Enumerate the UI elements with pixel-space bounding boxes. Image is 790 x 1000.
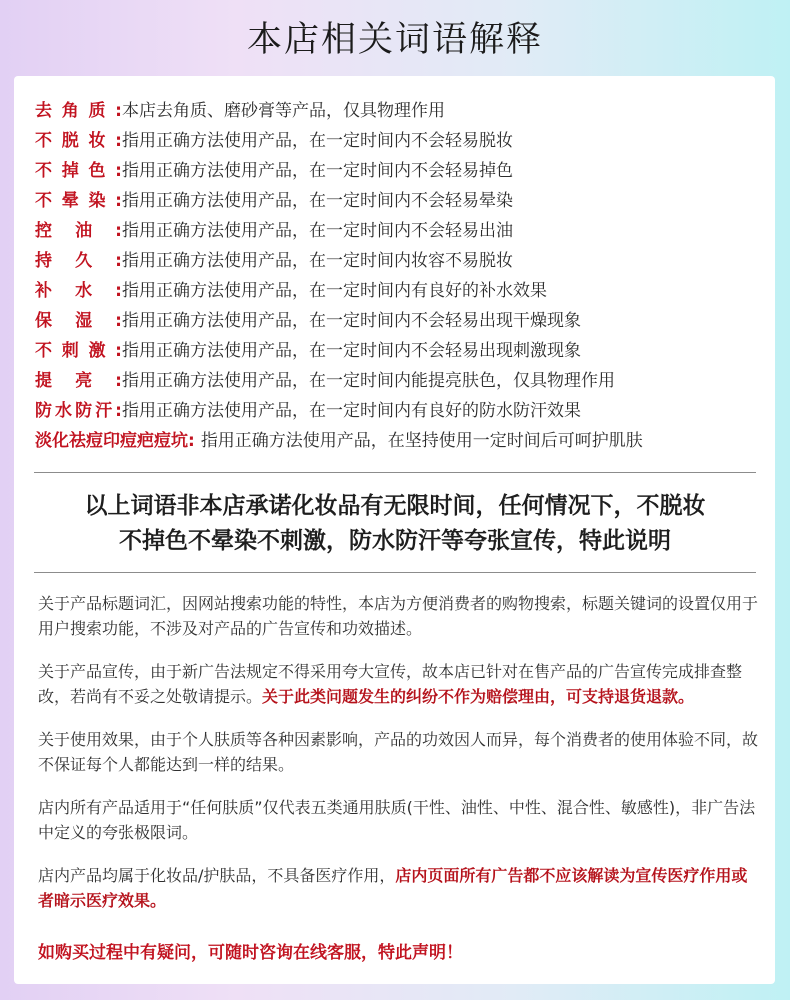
notes-section [38, 591, 762, 913]
term-name: 提亮: [35, 371, 122, 391]
term-definition: 指用正确方法使用产品，在一定时间内不会轻易出现刺激现象 [122, 341, 581, 361]
term-definition: 指用正确方法使用产品，在一定时间内不会轻易掉色 [122, 161, 513, 181]
term-definition: 指用正确方法使用产品，在一定时间内不会轻易脱妆 [122, 131, 513, 151]
term-name: 不晕染: [35, 191, 122, 211]
final-statement: 如购买过程中有疑问，可随时咨询在线客服，特此声明！ [38, 943, 463, 963]
term-row [35, 426, 770, 456]
note-text: 关于产品宣传，由于新广告法规定不得采用夸大宣传，故本店已针对在售产品的广告宣传完成排查整改，若尚有不妥之处敬请提示。 [38, 662, 743, 706]
term-name: 持久: [35, 251, 122, 271]
term-definition: 本店去角质、磨砂膏等产品，仅具物理作用 [122, 101, 445, 121]
term-name: 补水: [35, 281, 122, 301]
term-name: 控油: [35, 221, 122, 241]
term-definition: 指用正确方法使用产品，在一定时间内有良好的防水防汗效果 [122, 401, 581, 421]
term-name: 淡化祛痘印痘疤痘坑: [35, 431, 195, 451]
note-paragraph: 关于产品标题词汇，因网站搜索功能的特性，本店为方便消费者的购物搜索，标题关键词的设置仅用于用户搜索功能，不涉及对产品的广告宣传和功效描述。 [38, 594, 759, 638]
note-highlight: 关于此类问题发生的纠纷不作为赔偿理由，可支持退货退款。 [262, 687, 695, 706]
term-definition: 指用正确方法使用产品，在一定时间内妆容不易脱妆 [122, 251, 513, 271]
disclaimer-notice [34, 489, 756, 559]
term-row [35, 246, 770, 276]
term-row [35, 126, 770, 156]
terms-list [35, 96, 770, 456]
term-row [35, 276, 770, 306]
term-row [35, 396, 770, 426]
term-definition: 指用正确方法使用产品，在一定时间内有良好的补水效果 [122, 281, 547, 301]
note-highlight: 店内页面所有广告都不应该解读为宣传医疗作用或者暗示医疗效果。 [38, 866, 748, 910]
note-text: 店内产品均属于化妆品/护肤品，不具备医疗作用， [38, 866, 396, 885]
term-definition: 指用正确方法使用产品，在一定时间内能提亮肤色，仅具物理作用 [122, 371, 615, 391]
term-name: 防水防汗: [35, 401, 122, 421]
term-definition: 指用正确方法使用产品，在坚持使用一定时间后可呵护肌肤 [200, 431, 643, 451]
notice-line: 以上词语非本店承诺化妆品有无限时间，任何情况下，不脱妆 [84, 493, 706, 519]
term-name: 不脱妆: [35, 131, 122, 151]
term-name: 不刺激: [35, 341, 122, 361]
notice-line: 不掉色不晕染不刺激，防水防汗等夸张宣传，特此说明 [119, 528, 671, 554]
term-row [35, 156, 770, 186]
divider [34, 572, 756, 573]
divider [34, 472, 756, 473]
note-paragraph: 关于使用效果，由于个人肤质等各种因素影响，产品的功效因人而异，每个消费者的使用体验不同，故不保证每个人都能达到一样的结果。 [38, 730, 759, 774]
note-paragraph [38, 863, 762, 913]
term-row [35, 306, 770, 336]
term-name: 保湿: [35, 311, 122, 331]
term-row [35, 216, 770, 246]
term-name: 去角质: [35, 101, 122, 121]
term-row [35, 186, 770, 216]
term-row [35, 336, 770, 366]
term-definition: 指用正确方法使用产品，在一定时间内不会轻易晕染 [122, 191, 513, 211]
term-row [35, 96, 770, 126]
term-name: 不掉色: [35, 161, 122, 181]
term-definition: 指用正确方法使用产品，在一定时间内不会轻易出油 [122, 221, 513, 241]
terms-card [14, 76, 775, 984]
term-definition: 指用正确方法使用产品，在一定时间内不会轻易出现干燥现象 [122, 311, 581, 331]
note-paragraph [38, 659, 762, 709]
note-paragraph: 店内所有产品适用于“任何肤质”仅代表五类通用肤质(干性、油性、中性、混合性、敏感性)，非广告法中定义的夸张极限词。 [38, 798, 756, 842]
page-title: 本店相关词语解释 [246, 20, 543, 60]
term-row [35, 366, 770, 396]
